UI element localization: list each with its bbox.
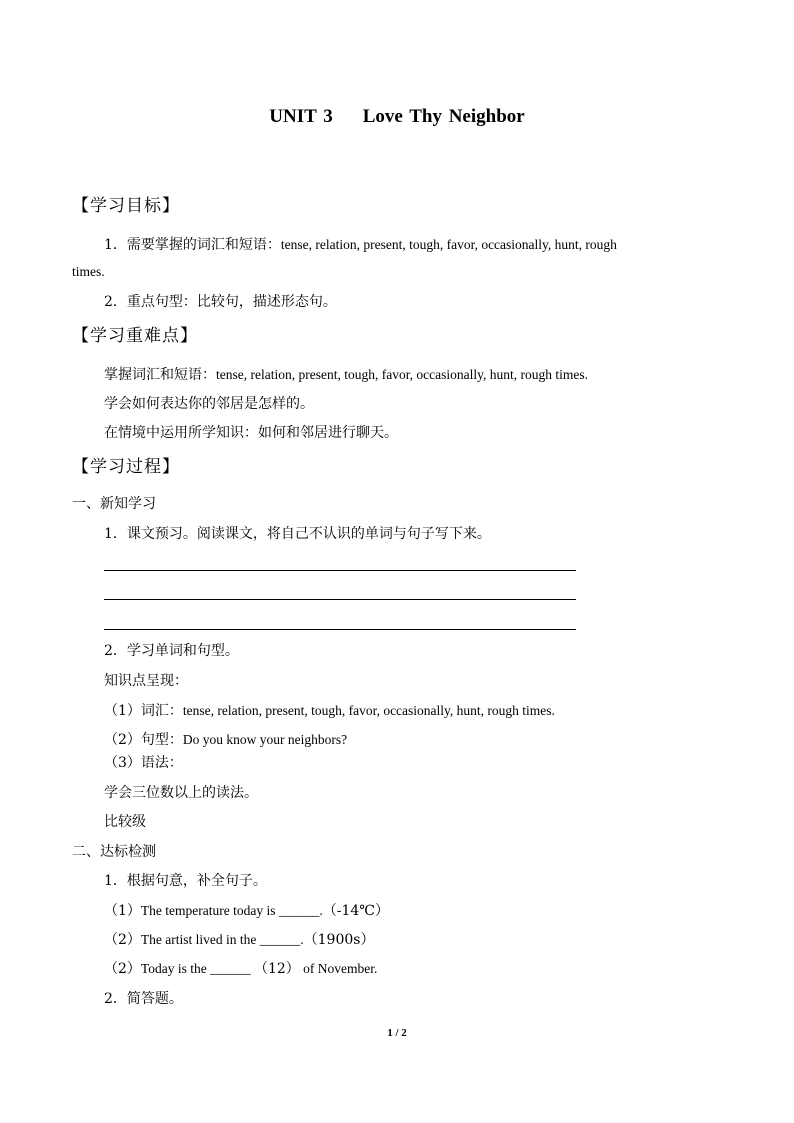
goals-heading: 【学习目标】 <box>72 196 180 216</box>
question-2-text: The artist lived in the ______. <box>140 932 304 947</box>
question-2-hint: （1900s） <box>303 932 375 948</box>
question-1-hint: （-14℃） <box>322 903 389 919</box>
question-2: （2）The artist lived in the ______.（1900s） <box>104 932 375 948</box>
key-points-line-3: 在情境中运用所学知识：如何和邻居进行聊天。 <box>104 425 398 441</box>
vocab-words: tense, relation, present, tough, favor, occasionally, hunt, rough times. <box>182 703 555 718</box>
knowledge-label: 知识点呈现： <box>104 673 188 689</box>
question-1: （1）The temperature today is ______.（-14℃） <box>104 903 389 919</box>
section-1-item-1: 1．课文预习。阅读课文，将自己不认识的单词与句子写下来。 <box>104 526 491 542</box>
section-1-item-2: 2．学习单词和句型。 <box>104 643 239 659</box>
grammar-item-2: 比较级 <box>104 814 146 830</box>
question-3: （2）Today is the ______ （12） of November. <box>104 961 378 977</box>
question-1-text: The temperature today is ______. <box>140 903 323 918</box>
key-points-heading: 【学习重难点】 <box>72 326 198 346</box>
answer-line-2[interactable] <box>104 599 576 600</box>
goals-item-1: 1．需要掌握的词汇和短语：tense, relation, present, tough, favor, occasionally, hunt, rough <box>104 237 617 253</box>
key-points-line-2: 学会如何表达你的邻居是怎样的。 <box>104 396 314 412</box>
goals-item-2: 2．重点句型：比较句，描述形态句。 <box>104 294 337 310</box>
vocab-line: （1）词汇：tense, relation, present, tough, favor, occasionally, hunt, rough times. <box>104 703 555 719</box>
section-2-title: 二、达标检测 <box>72 844 156 860</box>
pattern-text: Do you know your neighbors? <box>182 732 348 747</box>
key-points-words: tense, relation, present, tough, favor, occasionally, hunt, rough times. <box>216 367 588 382</box>
question-3-hint: （12） <box>253 961 300 977</box>
goals-item-1-continued: times. <box>72 264 105 279</box>
section-1-title: 一、新知学习 <box>72 496 156 512</box>
unit-name: Love Thy Neighbor <box>362 106 525 127</box>
goals-item-1-words: tense, relation, present, tough, favor, occasionally, hunt, rough <box>280 237 617 252</box>
answer-line-3[interactable] <box>104 629 576 630</box>
section-2-item-1: 1．根据句意，补全句子。 <box>104 873 267 889</box>
question-3-text-b: of November. <box>299 961 378 976</box>
document-title <box>0 106 794 128</box>
unit-number: UNIT 3 <box>269 106 333 127</box>
pattern-line: （2）句型：Do you know your neighbors? <box>104 732 348 748</box>
page-number: 1 / 2 <box>387 1027 407 1039</box>
grammar-item-1: 学会三位数以上的读法。 <box>104 785 258 801</box>
answer-line-1[interactable] <box>104 570 576 571</box>
grammar-label: （3）语法： <box>104 755 183 771</box>
section-2-item-2: 2．简答题。 <box>104 991 183 1007</box>
key-points-line-1: 掌握词汇和短语：tense, relation, present, tough, favor, occasionally, hunt, rough times. <box>104 367 588 383</box>
question-3-text-a: Today is the ______ <box>140 961 254 976</box>
process-heading: 【学习过程】 <box>72 457 180 477</box>
